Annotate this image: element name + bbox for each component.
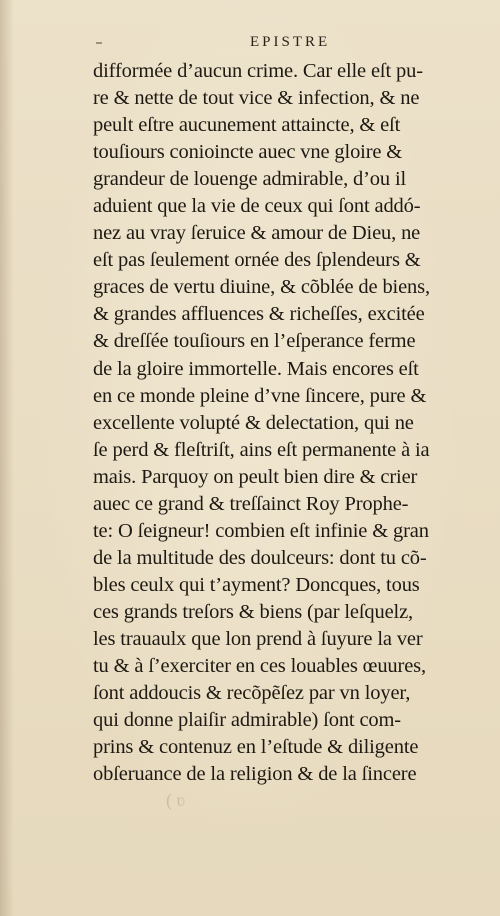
text-line: en ce monde pleine d’vne ſincere, pure &: [93, 384, 427, 407]
text-line: bles ceulx qui t’ayment? Doncques, tous: [93, 573, 420, 596]
text-line: prins & contenuz en l’eſtude & diligente: [93, 736, 419, 759]
text-line: te: O ſeigneur! combien eſt infinie & gran: [93, 519, 429, 542]
text-line: auec ce grand & treſſainct Roy Prophe-: [93, 492, 409, 515]
page-gutter-shadow: [0, 0, 14, 916]
text-line: ces grands treſors & biens (par leſquelz,: [93, 600, 414, 623]
ink-mark: [96, 42, 102, 44]
text-line: aduient que la vie de ceux qui ſont addó-: [93, 195, 421, 218]
text-line: ſe perd & fleſtriſt, ains eſt permanente à ia: [93, 438, 430, 461]
text-line: de la gloire immortelle. Mais encores eſt: [93, 357, 419, 380]
text-line: difformée d’aucun crime. Car elle eſt pu-: [93, 60, 423, 82]
text-line: re & nette de tout vice & infection, & ne: [93, 87, 420, 110]
running-head: EPISTRE: [250, 34, 331, 50]
bleed-through-text: ( ʋ: [166, 790, 185, 810]
text-line: de la multitude des doulceurs: dont tu cõ-: [93, 546, 427, 569]
text-line: nez au vray ſeruice & amour de Dieu, ne: [93, 222, 421, 245]
text-line: touſiours conioincte auec vne gloire &: [93, 141, 403, 164]
text-line: eſt pas ſeulement ornée des ſplendeurs &: [93, 249, 421, 272]
text-line: mais. Parquoy on peult bien dire & crier: [93, 465, 418, 488]
text-line: & dreſſée touſiours en l’eſperance ferme: [93, 330, 416, 353]
text-line: tu & à ſ’exerciter en ces louables œuures,: [93, 655, 426, 678]
text-line: obſeruance de la religion & de la ſincere: [93, 763, 417, 786]
text-line: excellente volupté & delectation, qui ne: [93, 411, 414, 434]
body-text: [93, 58, 500, 788]
text-line: grandeur de louenge admirable, d’ou il: [93, 168, 407, 191]
text-line: graces de vertu diuine, & cõblée de biens,: [93, 276, 430, 299]
text-line: peult eſtre aucunement attaincte, & eſt: [93, 114, 401, 137]
text-line: qui donne plaiſir admirable) ſont com-: [93, 709, 401, 732]
text-line: & grandes affluences & richeſſes, excitée: [93, 303, 425, 326]
text-line: les trauaulx que lon prend à ſuyure la ver: [93, 627, 423, 650]
text-line: ſont addoucis & recõpẽſez par vn loyer,: [93, 682, 411, 705]
